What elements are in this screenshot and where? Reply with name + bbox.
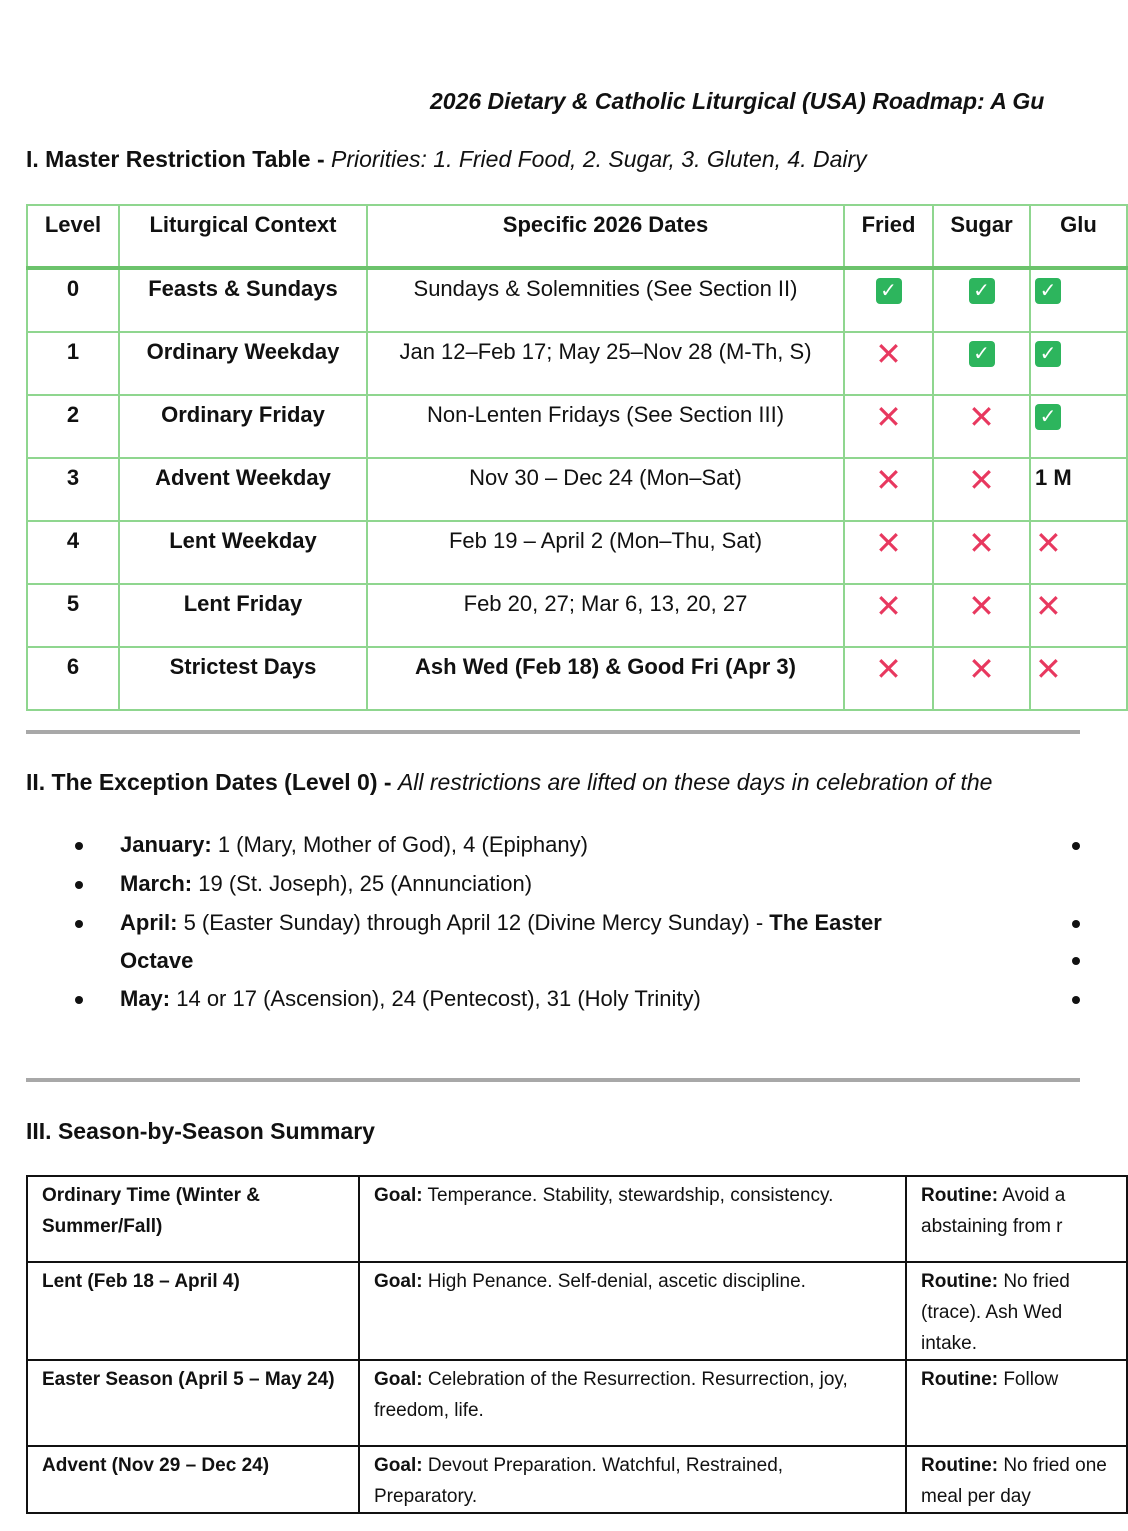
section-3-heading: III. Season-by-Season Summary xyxy=(26,1118,375,1144)
header-fried: Fried xyxy=(844,205,933,268)
routine-label: Routine: xyxy=(921,1185,999,1206)
goal-text: Celebration of the Resurrection. Resurrection, joy, freedom, life. xyxy=(374,1369,848,1421)
cell-level: 4 xyxy=(27,521,119,584)
horizontal-rule-2 xyxy=(26,1078,1080,1082)
goal-text: Devout Preparation. Watchful, Restrained, Preparatory. xyxy=(374,1455,784,1507)
table-row xyxy=(27,458,1127,521)
table-row xyxy=(27,521,1127,584)
check-box-icon: ✓ xyxy=(1035,404,1061,430)
bullet-dot xyxy=(1072,996,1080,1004)
cell-level: 6 xyxy=(27,647,119,710)
cell-specific-dates: Feb 19 – April 2 (Mon–Thu, Sat) xyxy=(367,521,844,584)
section-1-heading xyxy=(26,146,867,173)
section-1-heading-bold: I. Master Restriction Table - xyxy=(26,146,332,172)
cell-routine xyxy=(906,1360,1127,1446)
list-item-text: 1 (Mary, Mother of God), 4 (Epiphany) xyxy=(211,832,588,857)
cell-goal xyxy=(359,1262,906,1360)
header-gluten: Glu xyxy=(1030,205,1127,268)
goal-text: Temperance. Stability, stewardship, consistency. xyxy=(422,1185,834,1206)
cell-sugar xyxy=(933,458,1030,521)
goal-label: Goal: xyxy=(374,1455,423,1476)
cross-mark-icon: ✕ xyxy=(968,588,995,624)
cell-level: 1 xyxy=(27,332,119,395)
cell-season: Lent (Feb 18 – April 4) xyxy=(27,1262,359,1360)
routine-text: No fried (trace). Ash Wed intake. xyxy=(921,1271,1070,1354)
cell-level: 0 xyxy=(27,268,119,332)
cell-sugar xyxy=(933,647,1030,710)
cell-level: 5 xyxy=(27,584,119,647)
cell-specific-dates: Sundays & Solemnities (See Section II) xyxy=(367,268,844,332)
list-item-label: January: xyxy=(120,832,212,857)
check-box-icon: ✓ xyxy=(1035,278,1061,304)
list-item-tail-bold: The Easter Octave xyxy=(120,910,882,973)
table-row xyxy=(27,1360,1127,1446)
check-box-icon: ✓ xyxy=(969,278,995,304)
routine-text: No fried one meal per day xyxy=(921,1455,1107,1507)
bullet-dot xyxy=(1072,957,1080,965)
cross-mark-icon: ✕ xyxy=(968,525,995,561)
table-row xyxy=(27,1446,1127,1513)
cross-mark-icon: ✕ xyxy=(968,462,995,498)
bullet-dot xyxy=(75,881,83,889)
header-specific-dates: Specific 2026 Dates xyxy=(367,205,844,268)
cell-fried xyxy=(844,647,933,710)
cell-gluten: 1 M xyxy=(1030,458,1127,521)
cell-level: 2 xyxy=(27,395,119,458)
bullet-dot xyxy=(75,920,83,928)
goal-label: Goal: xyxy=(374,1185,423,1206)
table-row xyxy=(27,647,1127,710)
routine-label: Routine: xyxy=(921,1369,999,1390)
cell-fried xyxy=(844,268,933,332)
list-item-may xyxy=(120,980,920,1018)
cross-mark-icon: ✕ xyxy=(1035,525,1062,561)
list-item-label: May: xyxy=(120,986,171,1011)
cell-sugar xyxy=(933,268,1030,332)
header-level: Level xyxy=(27,205,119,268)
cell-liturgical-context: Lent Friday xyxy=(119,584,367,647)
cell-season: Advent (Nov 29 – Dec 24) xyxy=(27,1446,359,1513)
cross-mark-icon: ✕ xyxy=(875,399,902,435)
list-item-january xyxy=(120,826,920,864)
master-restriction-table xyxy=(26,204,1128,711)
cell-liturgical-context: Ordinary Weekday xyxy=(119,332,367,395)
section-2-heading xyxy=(26,769,992,796)
cell-liturgical-context: Ordinary Friday xyxy=(119,395,367,458)
table-row xyxy=(27,332,1127,395)
cross-mark-icon: ✕ xyxy=(875,651,902,687)
header-sugar: Sugar xyxy=(933,205,1030,268)
routine-label: Routine: xyxy=(921,1455,999,1476)
cell-liturgical-context: Advent Weekday xyxy=(119,458,367,521)
cell-level: 3 xyxy=(27,458,119,521)
horizontal-rule-1 xyxy=(26,730,1080,734)
cell-specific-dates: Non-Lenten Fridays (See Section III) xyxy=(367,395,844,458)
cross-mark-icon: ✕ xyxy=(875,462,902,498)
cell-liturgical-context: Lent Weekday xyxy=(119,521,367,584)
cell-specific-dates: Nov 30 – Dec 24 (Mon–Sat) xyxy=(367,458,844,521)
routine-text: Follow xyxy=(998,1369,1059,1390)
cell-season: Easter Season (April 5 – May 24) xyxy=(27,1360,359,1446)
cell-season: Ordinary Time (Winter & Summer/Fall) xyxy=(27,1176,359,1262)
table-row xyxy=(27,1262,1127,1360)
cell-fried xyxy=(844,332,933,395)
table-row xyxy=(27,1176,1127,1262)
document-title: 2026 Dietary & Catholic Liturgical (USA) Roadmap: A Gu xyxy=(430,88,1045,114)
cell-fried xyxy=(844,521,933,584)
routine-text: Avoid a abstaining from r xyxy=(921,1185,1066,1237)
cross-mark-icon: ✕ xyxy=(968,651,995,687)
cell-routine xyxy=(906,1262,1127,1360)
list-item-label: March: xyxy=(120,871,193,896)
goal-label: Goal: xyxy=(374,1369,423,1390)
cell-gluten xyxy=(1030,395,1127,458)
bullet-dot xyxy=(1072,920,1080,928)
bullet-dot xyxy=(1072,842,1080,850)
section-2-heading-bold: II. The Exception Dates (Level 0) - xyxy=(26,769,398,795)
cell-sugar xyxy=(933,584,1030,647)
cell-fried xyxy=(844,458,933,521)
list-item-text: 5 (Easter Sunday) through April 12 (Divine Mercy Sunday) - xyxy=(177,910,770,935)
list-item-text: 14 or 17 (Ascension), 24 (Pentecost), 31 (Holy Trinity) xyxy=(170,986,701,1011)
routine-label: Routine: xyxy=(921,1271,999,1292)
cell-gluten xyxy=(1030,332,1127,395)
cross-mark-icon: ✕ xyxy=(875,588,902,624)
cell-goal xyxy=(359,1360,906,1446)
master-table-header-row xyxy=(27,205,1127,268)
cell-gluten xyxy=(1030,521,1127,584)
bullet-dot xyxy=(75,996,83,1004)
table-row xyxy=(27,584,1127,647)
list-item-text: 19 (St. Joseph), 25 (Annunciation) xyxy=(192,871,533,896)
table-row xyxy=(27,395,1127,458)
cell-gluten xyxy=(1030,268,1127,332)
cell-liturgical-context: Feasts & Sundays xyxy=(119,268,367,332)
list-item-march xyxy=(120,865,920,903)
cell-liturgical-context: Strictest Days xyxy=(119,647,367,710)
check-box-icon: ✓ xyxy=(1035,341,1061,367)
goal-label: Goal: xyxy=(374,1271,423,1292)
cross-mark-icon: ✕ xyxy=(875,525,902,561)
cell-sugar xyxy=(933,332,1030,395)
cell-specific-dates: Ash Wed (Feb 18) & Good Fri (Apr 3) xyxy=(367,647,844,710)
cross-mark-icon: ✕ xyxy=(875,336,902,372)
cell-goal xyxy=(359,1446,906,1513)
cross-mark-icon: ✕ xyxy=(968,399,995,435)
cell-routine xyxy=(906,1446,1127,1513)
season-summary-table xyxy=(26,1175,1128,1514)
cell-gluten xyxy=(1030,584,1127,647)
cell-specific-dates: Feb 20, 27; Mar 6, 13, 20, 27 xyxy=(367,584,844,647)
cell-sugar xyxy=(933,521,1030,584)
cell-gluten xyxy=(1030,647,1127,710)
cell-specific-dates: Jan 12–Feb 17; May 25–Nov 28 (M-Th, S) xyxy=(367,332,844,395)
cell-goal xyxy=(359,1176,906,1262)
cell-sugar xyxy=(933,395,1030,458)
goal-text: High Penance. Self-denial, ascetic discipline. xyxy=(422,1271,806,1292)
cell-fried xyxy=(844,584,933,647)
cell-fried xyxy=(844,395,933,458)
check-box-icon: ✓ xyxy=(969,341,995,367)
cross-mark-icon: ✕ xyxy=(1035,588,1062,624)
list-item-april xyxy=(120,904,920,980)
cross-mark-icon: ✕ xyxy=(1035,651,1062,687)
list-item-label: April: xyxy=(120,910,178,935)
section-1-heading-italic: Priorities: 1. Fried Food, 2. Sugar, 3. Gluten, 4. Dairy xyxy=(331,146,867,172)
section-2-heading-italic: All restrictions are lifted on these days in celebration of the xyxy=(397,769,993,795)
cell-routine xyxy=(906,1176,1127,1262)
header-liturgical-context: Liturgical Context xyxy=(119,205,367,268)
bullet-dot xyxy=(75,842,83,850)
check-box-icon: ✓ xyxy=(876,278,902,304)
table-row xyxy=(27,268,1127,332)
